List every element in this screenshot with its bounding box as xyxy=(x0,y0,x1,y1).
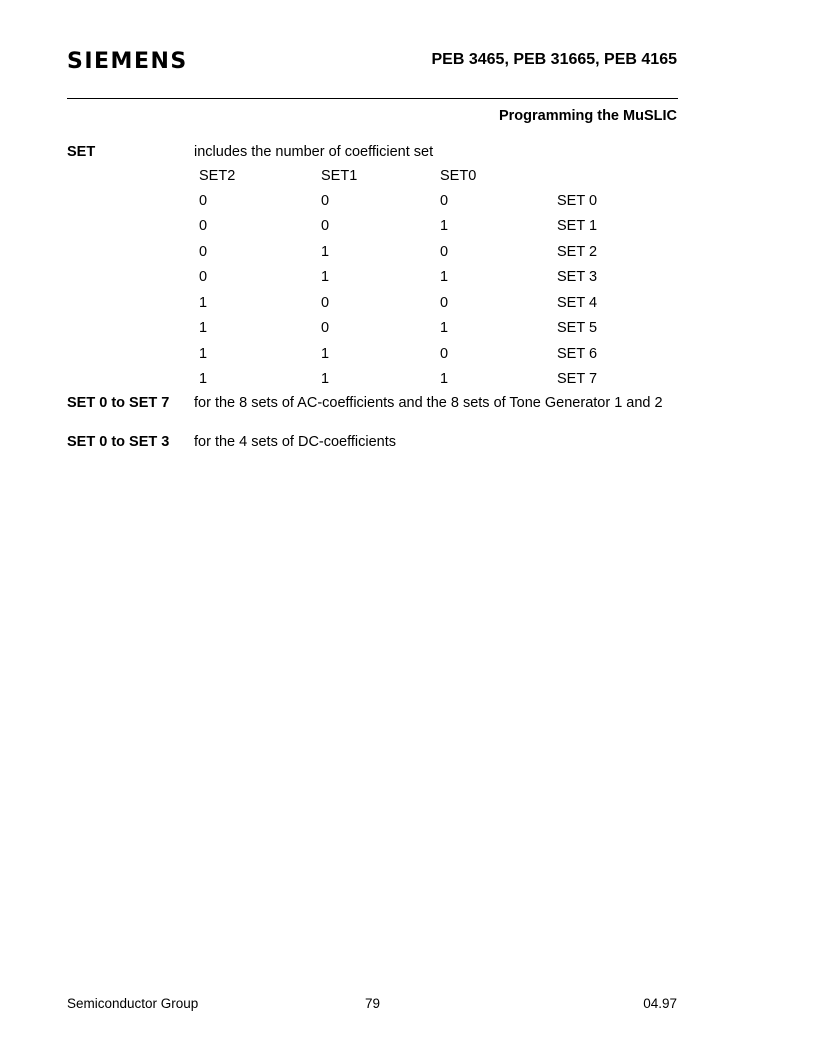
table-cell: 1 xyxy=(199,346,208,362)
desc-set: includes the number of coefficient set xyxy=(194,144,434,160)
table-cell: 0 xyxy=(440,346,449,362)
desc-set0-to-set7: for the 8 sets of AC-coefficients and the 8 sets of Tone Generator 1 and 2 xyxy=(194,395,663,411)
table-cell: 1 xyxy=(199,320,208,336)
desc-set0-to-set3: for the 4 sets of DC-coefficients xyxy=(194,434,397,450)
table-cell: SET 5 xyxy=(557,320,598,336)
table-cell: SET 3 xyxy=(557,269,598,285)
table-cell: 0 xyxy=(440,193,449,209)
table-cell: 1 xyxy=(321,346,330,362)
table-cell: 1 xyxy=(321,371,330,387)
table-cell: 0 xyxy=(199,193,208,209)
term-set0-to-set3: SET 0 to SET 3 xyxy=(67,434,170,450)
term-set0-to-set7: SET 0 to SET 7 xyxy=(67,395,170,411)
term-set: SET xyxy=(67,144,96,160)
table-cell: 1 xyxy=(321,269,330,285)
table-cell: 0 xyxy=(440,244,449,260)
siemens-logo: SIEMENS xyxy=(67,49,188,74)
table-cell: 0 xyxy=(321,193,330,209)
table-header-set1: SET1 xyxy=(321,168,358,184)
table-cell: 1 xyxy=(440,269,449,285)
table-cell: 0 xyxy=(199,244,208,260)
footer-date: 04.97 xyxy=(643,996,677,1011)
header-divider xyxy=(67,98,678,99)
table-cell: SET 4 xyxy=(557,295,598,311)
table-header-set2: SET2 xyxy=(199,168,236,184)
table-cell: 0 xyxy=(440,295,449,311)
table-cell: SET 1 xyxy=(557,218,598,234)
page-number: 79 xyxy=(365,996,381,1011)
table-cell: 1 xyxy=(440,218,449,234)
table-cell: 1 xyxy=(199,371,208,387)
table-cell: 0 xyxy=(199,269,208,285)
table-cell: SET 7 xyxy=(557,371,598,387)
footer-publisher: Semiconductor Group xyxy=(67,996,199,1011)
table-cell: 1 xyxy=(321,244,330,260)
table-cell: 0 xyxy=(321,320,330,336)
table-cell: 1 xyxy=(440,371,449,387)
table-header-set0: SET0 xyxy=(440,168,477,184)
table-cell: SET 2 xyxy=(557,244,598,260)
table-cell: 0 xyxy=(199,218,208,234)
table-cell: 1 xyxy=(440,320,449,336)
section-title: Programming the MuSLIC xyxy=(498,108,677,124)
table-cell: 0 xyxy=(321,295,330,311)
table-cell: SET 0 xyxy=(557,193,598,209)
document-title: PEB 3465, PEB 31665, PEB 4165 xyxy=(431,51,677,68)
table-cell: 0 xyxy=(321,218,330,234)
table-cell: 1 xyxy=(199,295,208,311)
table-cell: SET 6 xyxy=(557,346,598,362)
